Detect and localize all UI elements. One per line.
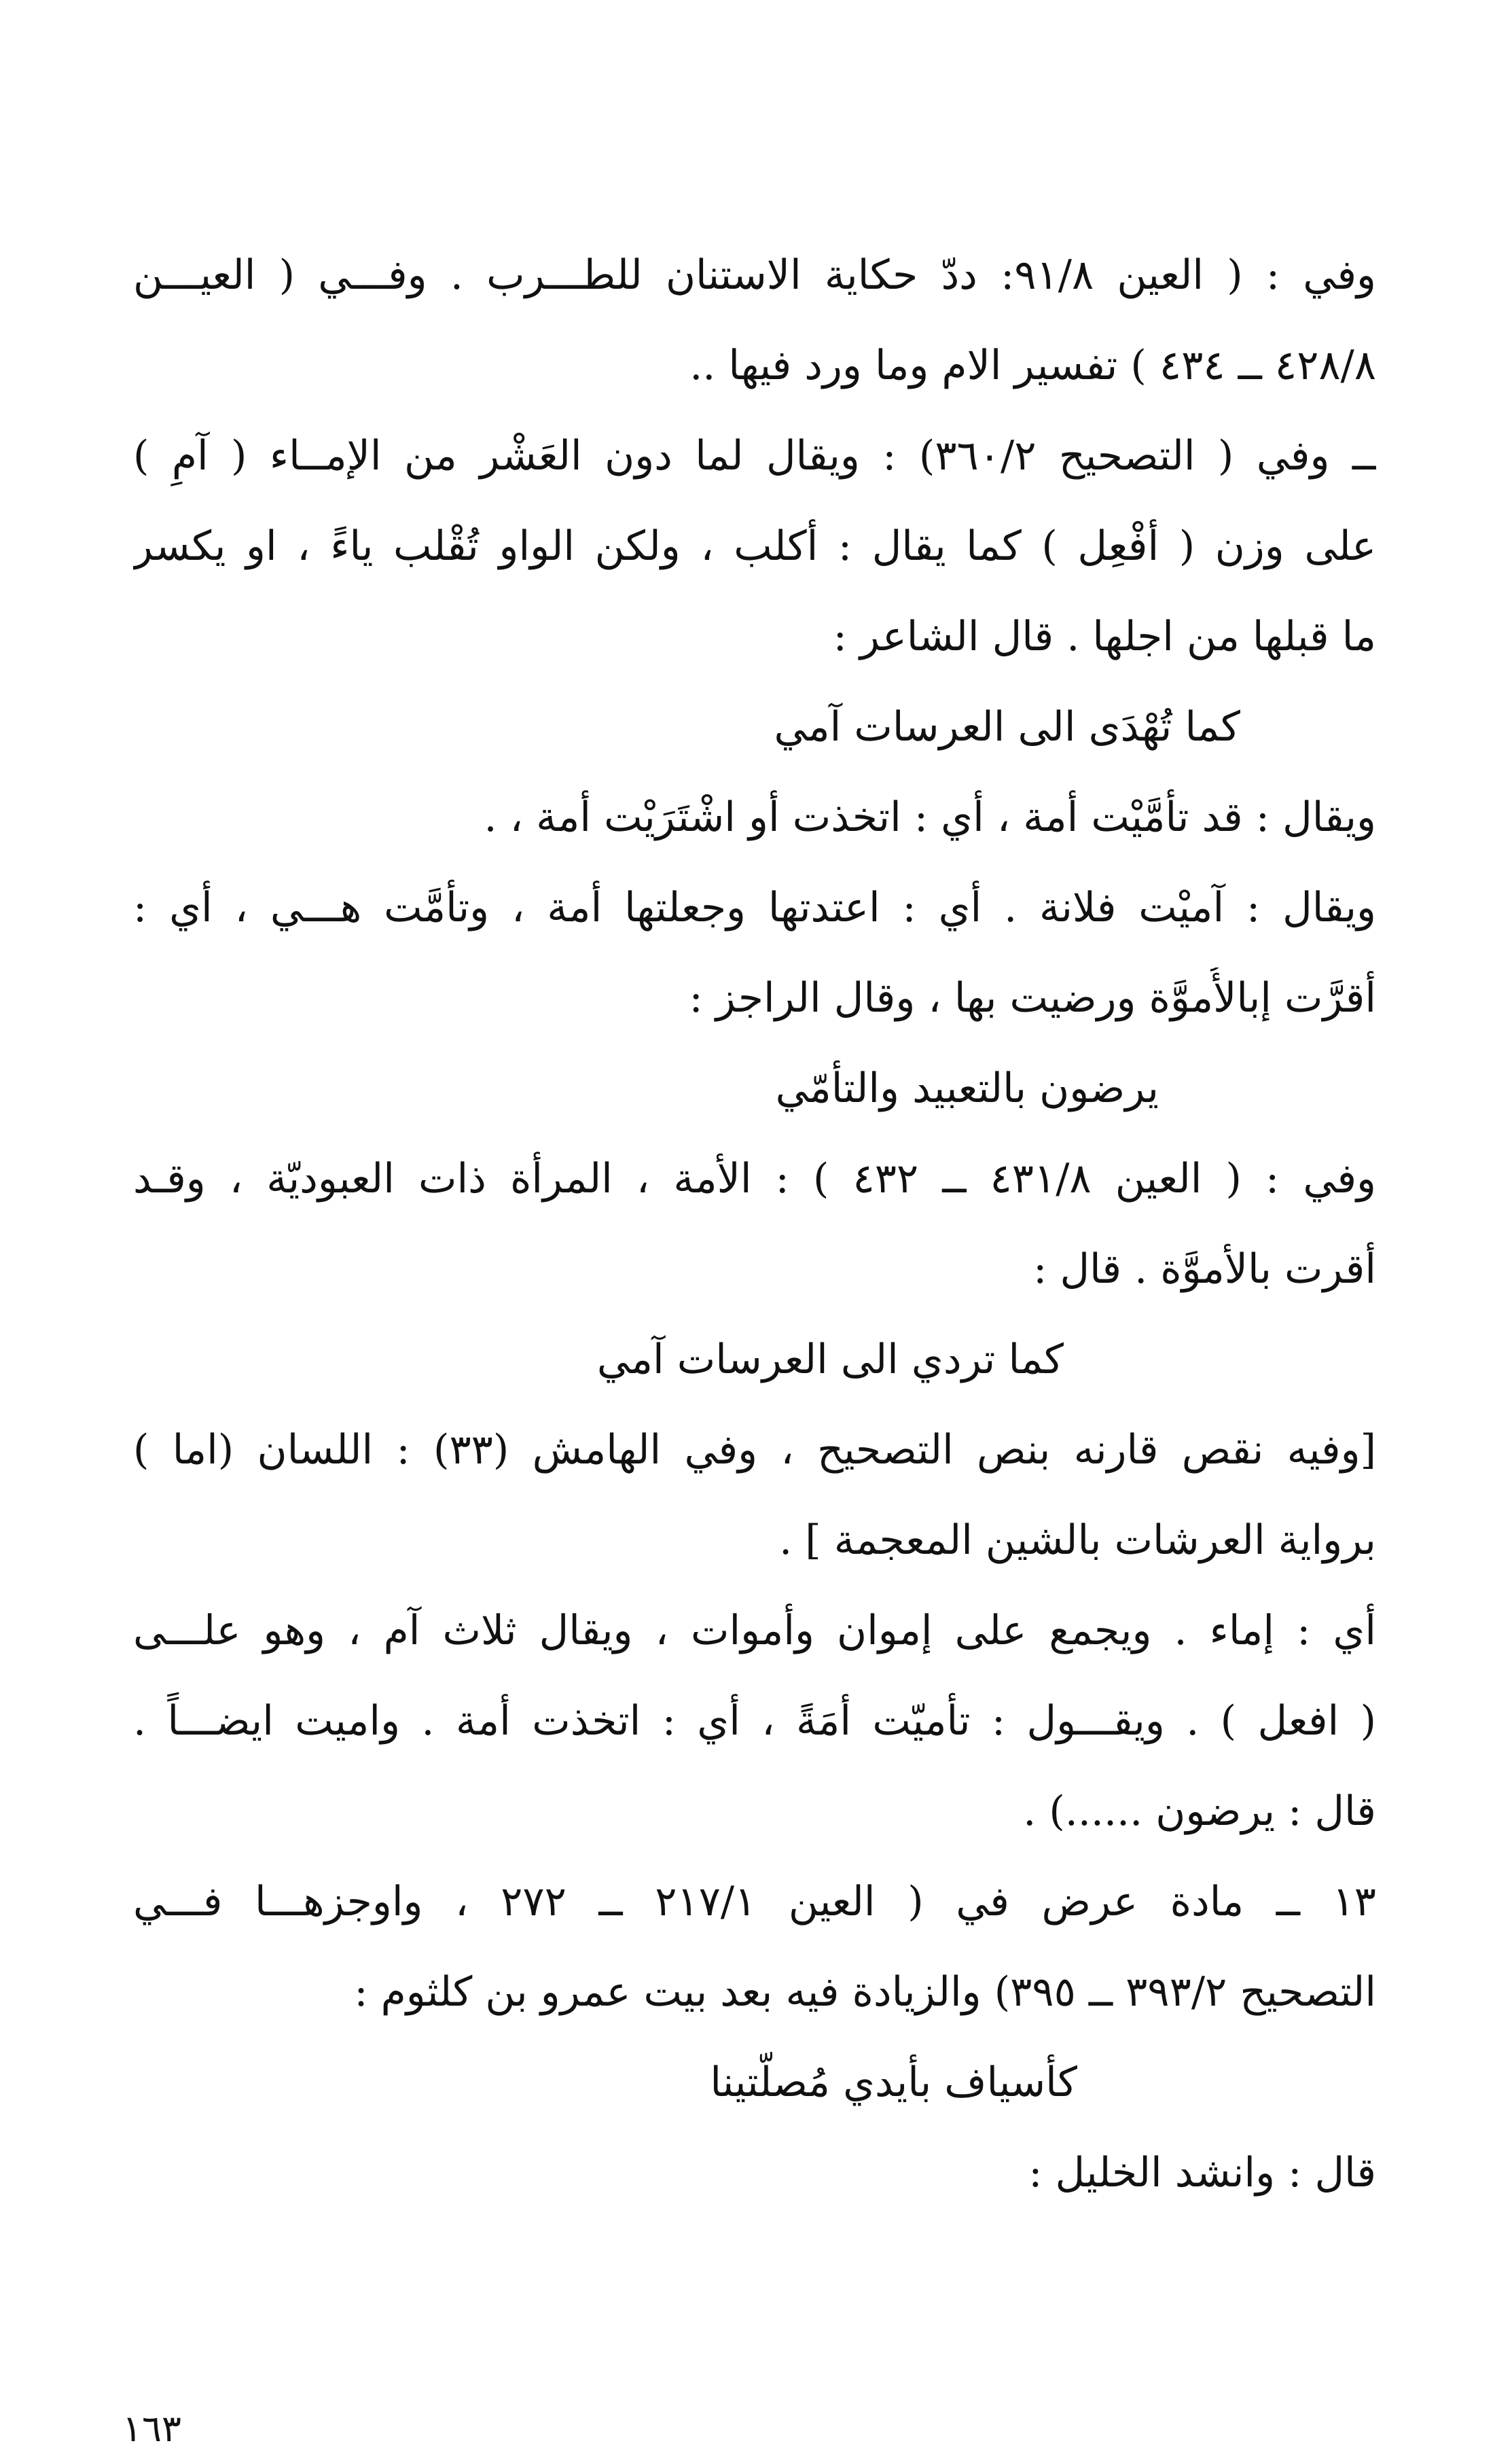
page-number: ١٦٣	[122, 2407, 182, 2450]
text-line-17: التصحيح ٣٩٣/٢ ــ ٣٩٥) والزيادة فيه بعد بيت عمرو بن كلثوم :	[354, 1968, 1376, 2016]
text-line-10: أقرت بالأموَّة . قال :	[1033, 1245, 1376, 1293]
text-line-5: ما قبلها من اجلها . قال الشاعر :	[833, 613, 1376, 660]
text-line-4: على وزن ( أفْعِل ) كما يقال : أكلب ، ولكن الواو تُقْلب ياءً ، او يكسر	[133, 522, 1376, 570]
text-line-11: [وفيه نقص قارنه بنص التصحيح ، وفي الهامش (٣٣) : اللسان (اما )	[133, 1426, 1376, 1474]
text-line-9: وفي : ( العين ٤٣١/٨ ــ ٤٣٢ ) : الأمة ، المرأة ذات العبوديّة ، وقـد	[133, 1155, 1376, 1203]
verse-line-4: كأسياف بأيدي مُصلّتينا	[710, 2059, 1077, 2106]
text-line-6: ويقال : قد تأمَّيْت أمة ، أي : اتخذت أو اشْتَرَيْت أمة ، .	[484, 794, 1376, 841]
verse-line-2: يرضون بالتعبيد والتأمّي	[775, 1065, 1159, 1112]
verse-line-3: كما تردي الى العرسات آمي	[596, 1336, 1064, 1383]
verse-line-1: كما تُهْدَى الى العرسات آمي	[774, 703, 1240, 751]
text-line-1: وفي : ( العين ٩١/٨: ددّ حكاية الاستنان للطـــرب . وفـــي ( العيـــن	[133, 251, 1376, 299]
text-line-18: قال : وانشد الخليل :	[1028, 2149, 1376, 2197]
text-line-7: ويقال : آميْت فلانة . أي : اعتدتها وجعلتها أمة ، وتأمَّت هـــي ، أي :	[133, 884, 1376, 931]
text-line-2: ٤٢٨/٨ ــ ٤٣٤ ) تفسير الام وما ورد فيها ..	[689, 342, 1376, 389]
text-line-14: ( افعل ) . ويقـــول : تأميّت أمَةً ، أي : اتخذت أمة . واميت ايضـــاً .	[133, 1697, 1376, 1745]
text-line-16: ١٣ ــ مادة عرض في ( العين ٢١٧/١ ــ ٢٧٢ ، واوجزهـــا فـــي	[133, 1878, 1376, 1925]
text-line-15: قال : يرضون ......) .	[1023, 1788, 1376, 1835]
text-line-13: أي : إماء . ويجمع على إموان وأموات ، ويقال ثلاث آم ، وهو علـــى	[133, 1607, 1376, 1654]
text-line-8: أقرَّت إبالأُموَّة ورضيت بها ، وقال الراجز :	[689, 974, 1376, 1022]
text-line-12: برواية العرشات بالشين المعجمة ] .	[779, 1516, 1376, 1564]
text-line-3: ــ وفي ( التصحيح ٣٦٠/٢) : ويقال لما دون العَشْر من الإمــاء ( آمٍ )	[133, 432, 1376, 480]
